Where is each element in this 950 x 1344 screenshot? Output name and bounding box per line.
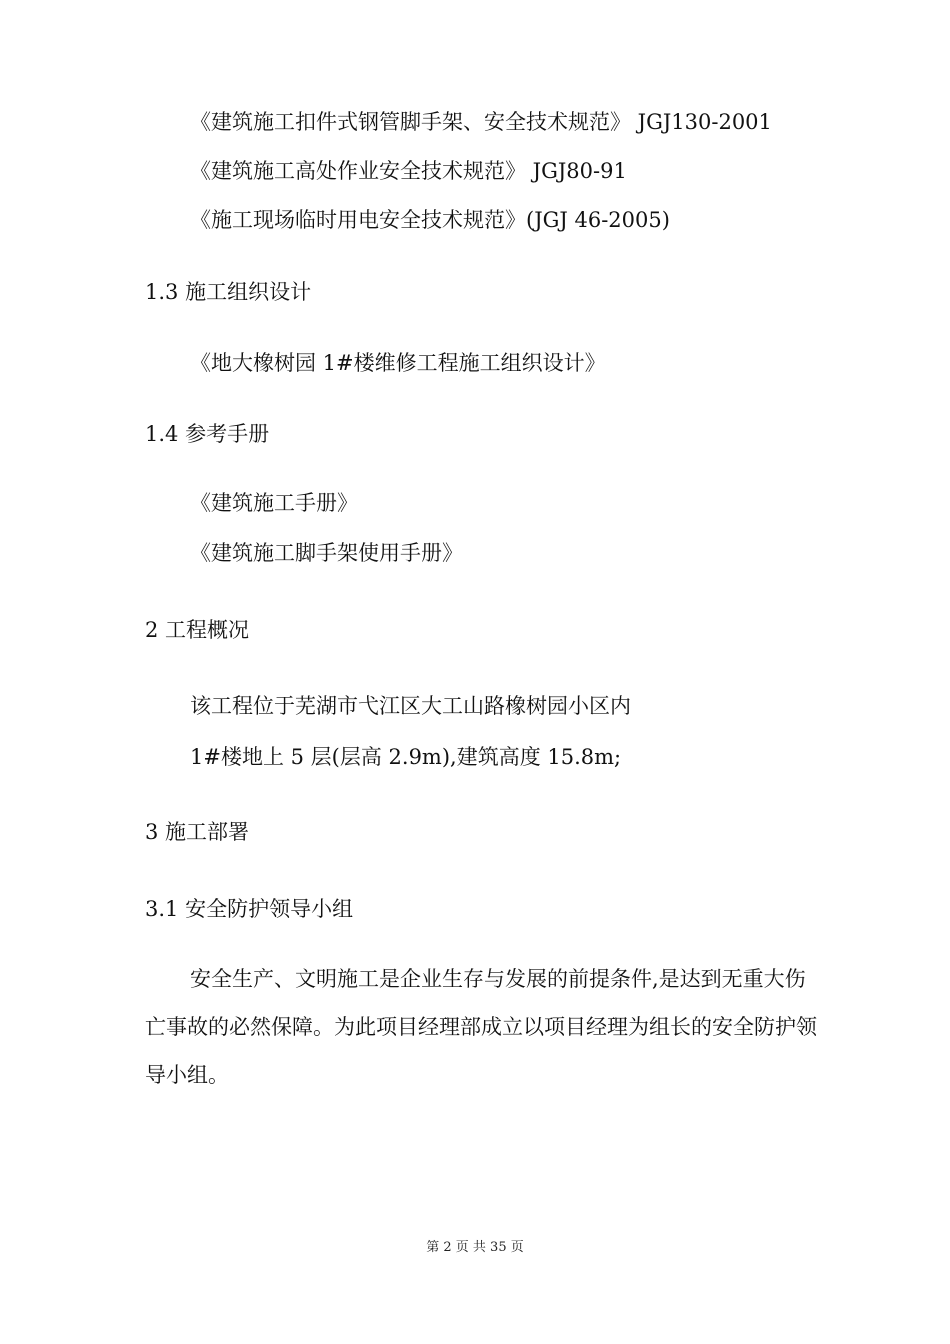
section-heading-3: 3 施工部署 [145, 820, 250, 844]
standard-ref-3: 《施工现场临时用电安全技术规范》(JGJ 46-2005) [190, 208, 670, 232]
manual-ref-2: 《建筑施工脚手架使用手册》 [190, 541, 463, 565]
section-heading-1-4: 1.4 参考手册 [145, 422, 270, 446]
standard-ref-1: 《建筑施工扣件式钢管脚手架、安全技术规范》 JGJ130-2001 [190, 110, 772, 134]
standard-ref-2: 《建筑施工高处作业安全技术规范》 JGJ80-91 [190, 159, 627, 183]
section-heading-1-3: 1.3 施工组织设计 [145, 280, 312, 304]
manual-ref-1: 《建筑施工手册》 [190, 491, 358, 515]
section-heading-2: 2 工程概况 [145, 618, 250, 642]
safety-paragraph: 安全生产、文明施工是企业生存与发展的前提条件,是达到无重大伤亡事故的必然保障。为此项目经理部成立以项目经理为组长的安全防护领导小组。 [145, 967, 817, 1087]
page-footer: 第 2 页 共 35 页 [426, 1240, 524, 1255]
org-design-ref: 《地大橡树园 1#楼维修工程施工组织设计》 [190, 351, 606, 375]
section-heading-3-1: 3.1 安全防护领导小组 [145, 897, 354, 921]
project-location: 该工程位于芜湖市弋江区大工山路橡树园小区内 [190, 694, 631, 718]
building-info: 1#楼地上 5 层(层高 2.9m),建筑高度 15.8m; [190, 745, 622, 769]
